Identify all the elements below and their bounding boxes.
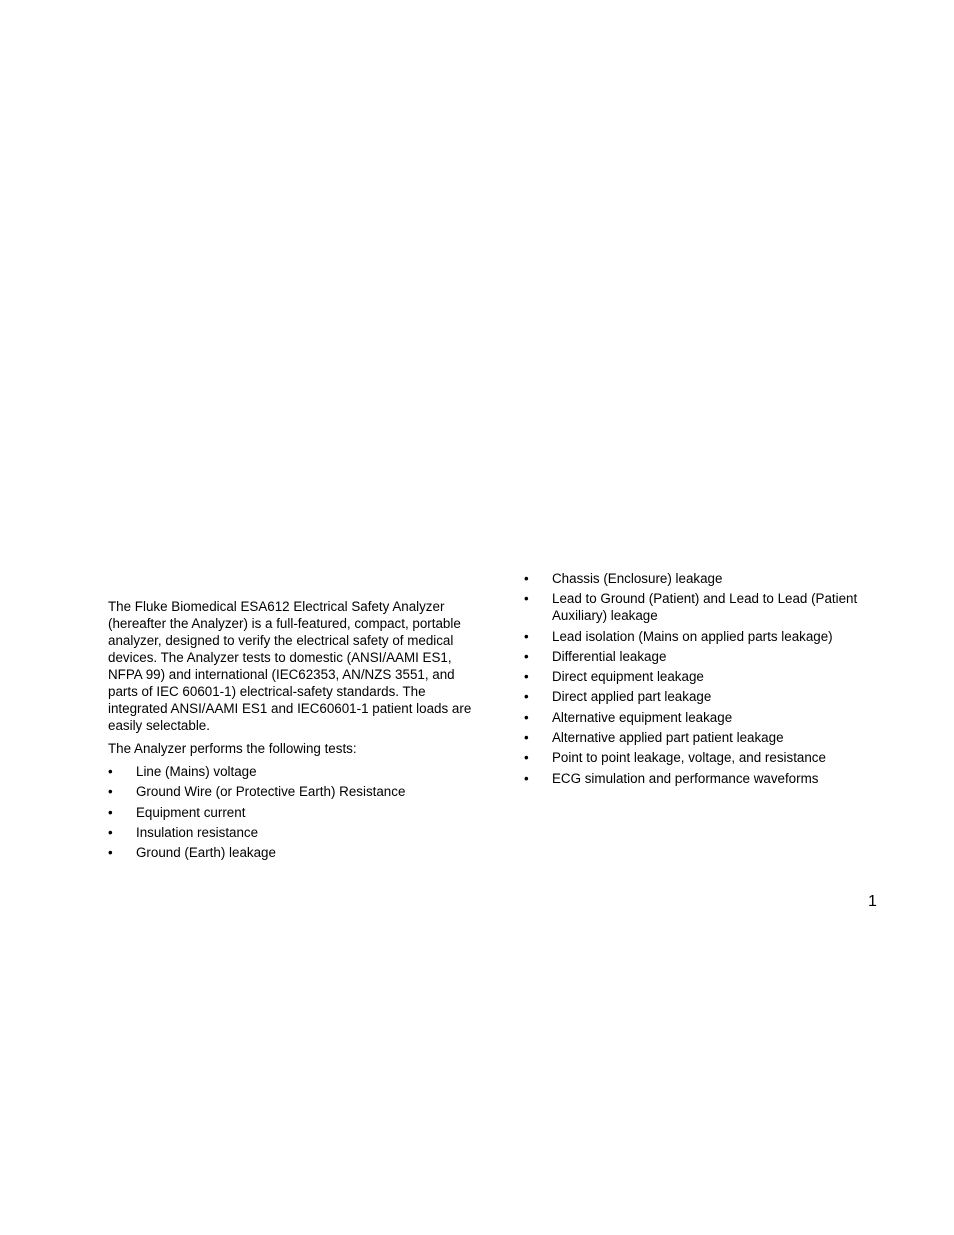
bullet-icon: •	[108, 804, 113, 820]
bullet-icon: •	[108, 784, 113, 800]
list-item: • Direct applied part leakage	[524, 689, 712, 705]
bullet-icon: •	[524, 591, 529, 607]
list-item: • Alternative equipment leakage	[524, 709, 733, 725]
list-item: • ECG simulation and performance waveforms	[524, 770, 819, 786]
list-item: • Alternative applied part patient leakage	[524, 730, 784, 746]
list-item: • Ground Wire (or Protective Earth) Resistance	[108, 784, 406, 800]
bullet-icon: •	[524, 571, 529, 586]
bullet-icon: •	[108, 824, 113, 840]
list-item: • Ground (Earth) leakage	[108, 845, 276, 861]
right-column	[524, 570, 894, 790]
intro-paragraph: The Fluke Biomedical ESA612 Electrical Safety Analyzer (hereafter the Analyzer) is a full-featured, compact, portable analyzer, designed to verify the electrical safety of medical devices. The Analyzer tests to domestic (ANSI/AAMI ES1, NFPA 99) and international (IEC62353, AN/NZS 3551, and parts of IEC 60601-1) electrical-safety standards. The integrated ANSI/AAMI ES1 and IEC60601-1 patient loads are easily selectable.	[108, 599, 472, 733]
tests-list-right	[524, 570, 894, 787]
bullet-icon: •	[524, 669, 529, 685]
list-item: • Direct equipment leakage	[524, 669, 704, 685]
bullet-icon: •	[524, 730, 529, 746]
bullet-icon: •	[108, 764, 113, 779]
list-item: • Chassis (Enclosure) leakage	[524, 571, 723, 586]
tests-list-left	[108, 763, 478, 861]
bullet-icon: •	[524, 770, 529, 786]
bullet-icon: •	[524, 750, 529, 766]
left-column	[108, 598, 478, 864]
tests-lead: The Analyzer performs the following tests:	[108, 741, 357, 756]
list-item: • Point to point leakage, voltage, and resistance	[524, 750, 826, 766]
bullet-icon: •	[108, 845, 113, 861]
bullet-icon: •	[524, 628, 529, 644]
list-item: • Differential leakage	[524, 648, 667, 664]
list-item: • Equipment current	[108, 804, 246, 820]
page-number: 1	[868, 893, 877, 910]
list-item: • Line (Mains) voltage	[108, 764, 257, 779]
list-item: • Lead to Ground (Patient) and Lead to Lead (Patient Auxiliary) leakage	[524, 591, 858, 624]
bullet-icon: •	[524, 689, 529, 705]
bullet-icon: •	[524, 648, 529, 664]
list-item: • Insulation resistance	[108, 824, 259, 840]
bullet-icon: •	[524, 709, 529, 725]
list-item: • Lead isolation (Mains on applied parts leakage)	[524, 628, 833, 644]
